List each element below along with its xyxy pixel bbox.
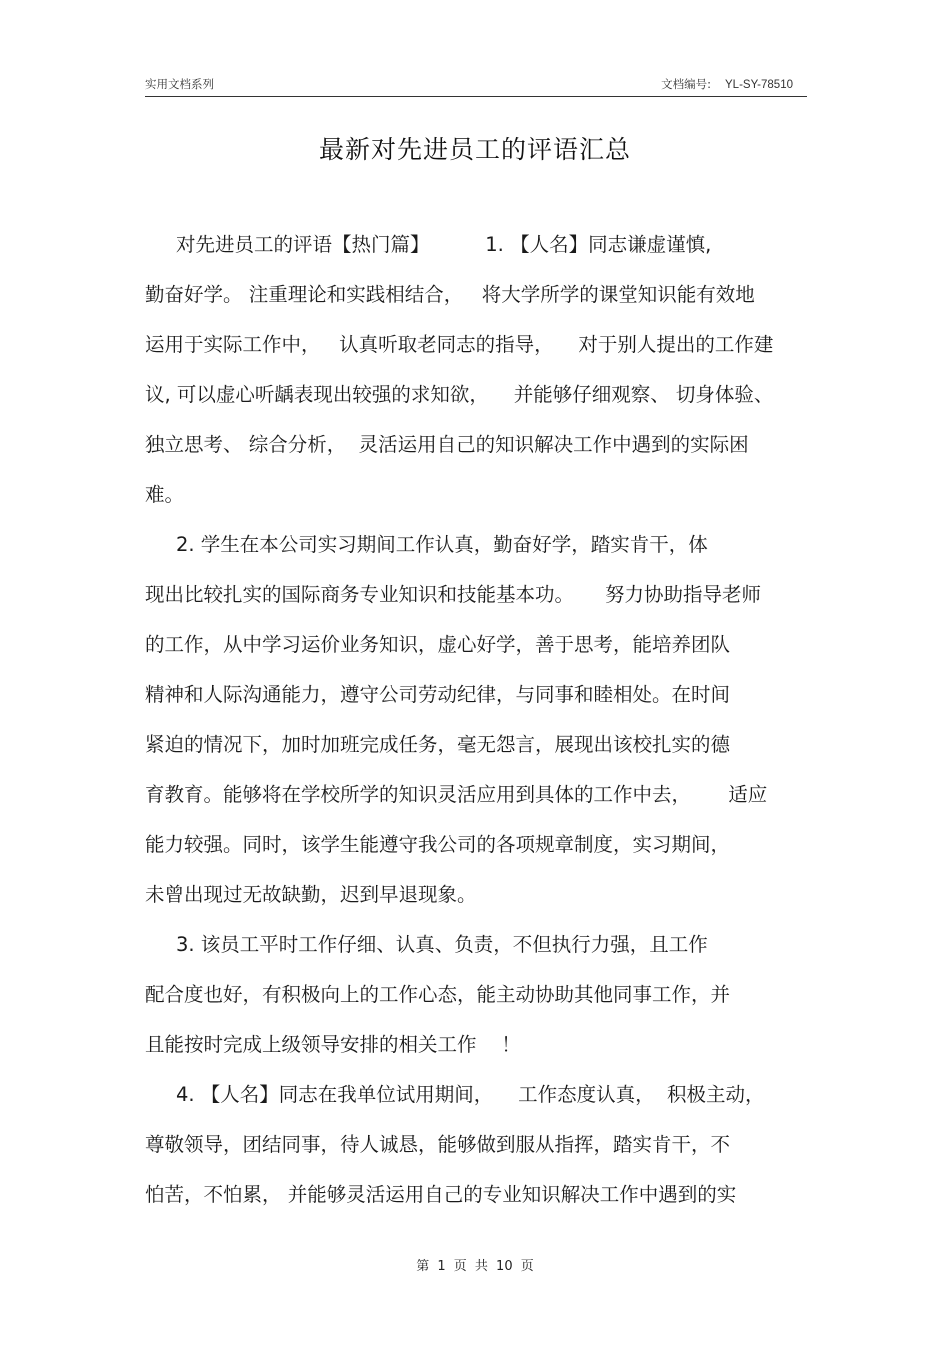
- doc-series: 实用文档系列: [145, 77, 214, 91]
- body-line: 未曾出现过无故缺勤，迟到早退现象。: [145, 883, 477, 906]
- body-line: 运用于实际工作中， 认真听取老同志的指导， 对于别人提出的工作建: [145, 333, 774, 356]
- body-line: 尊敬领导，团结同事，待人诚恳，能够做到服从指挥，踏实肯干，不: [145, 1133, 731, 1156]
- page-footer: 第 1 页 共 10 页: [416, 1259, 534, 1274]
- doc-number-block: [661, 76, 793, 92]
- body-line: 怕苦，不怕累， 并能够灵活运用自己的专业知识解决工作中遇到的实: [145, 1183, 737, 1206]
- body-line: 3. 该员工平时工作仔细、认真、负责，不但执行力强，且工作: [145, 933, 708, 956]
- page-header: [145, 74, 807, 97]
- body-line: 配合度也好，有积极向上的工作心态，能主动协助其他同事工作，并: [145, 983, 731, 1006]
- document-title: 最新对先进员工的评语汇总: [318, 135, 631, 164]
- body-line: 育教育。能够将在学校所学的知识灵活应用到具体的工作中去， 适应: [145, 783, 768, 806]
- body-line: 独立思考、 综合分析， 灵活运用自己的知识解决工作中遇到的实际困: [145, 433, 749, 456]
- body-line: 现出比较扎实的国际商务专业知识和技能基本功。 努力协助指导老师: [145, 583, 761, 606]
- body-line: 4. 【人名】同志在我单位试用期间， 工作态度认真， 积极主动，: [145, 1083, 765, 1106]
- body-line: 对先进员工的评语【热门篇】 1. 【人名】同志谦虚谨慎,: [145, 233, 712, 256]
- body-line: 的工作，从中学习运价业务知识，虚心好学，善于思考，能培养团队: [145, 633, 731, 656]
- body-line: 能力较强。同时，该学生能遵守我公司的各项规章制度，实习期间，: [145, 833, 731, 856]
- doc-number: YL-SY-78510: [725, 79, 793, 91]
- doc-number-label: 文档编号:: [661, 77, 711, 91]
- body-line: 2. 学生在本公司实习期间工作认真，勤奋好学，踏实肯干，体: [145, 533, 708, 556]
- body-line: 精神和人际沟通能力，遵守公司劳动纪律，与同事和睦相处。在时间: [145, 683, 731, 706]
- body-line: 难。: [145, 483, 185, 506]
- body-line: 且能按时完成上级领导安排的相关工作 ！: [145, 1033, 521, 1056]
- body-line: 议, 可以虚心听龋表现出较强的求知欲， 并能够仔细观察、 切身体验、: [145, 383, 774, 406]
- body-line: 勤奋好学。 注重理论和实践相结合， 将大学所学的课堂知识能有效地: [145, 283, 755, 306]
- body-line: 紧迫的情况下，加时加班完成任务，毫无怨言，展现出该校扎实的德: [145, 733, 731, 756]
